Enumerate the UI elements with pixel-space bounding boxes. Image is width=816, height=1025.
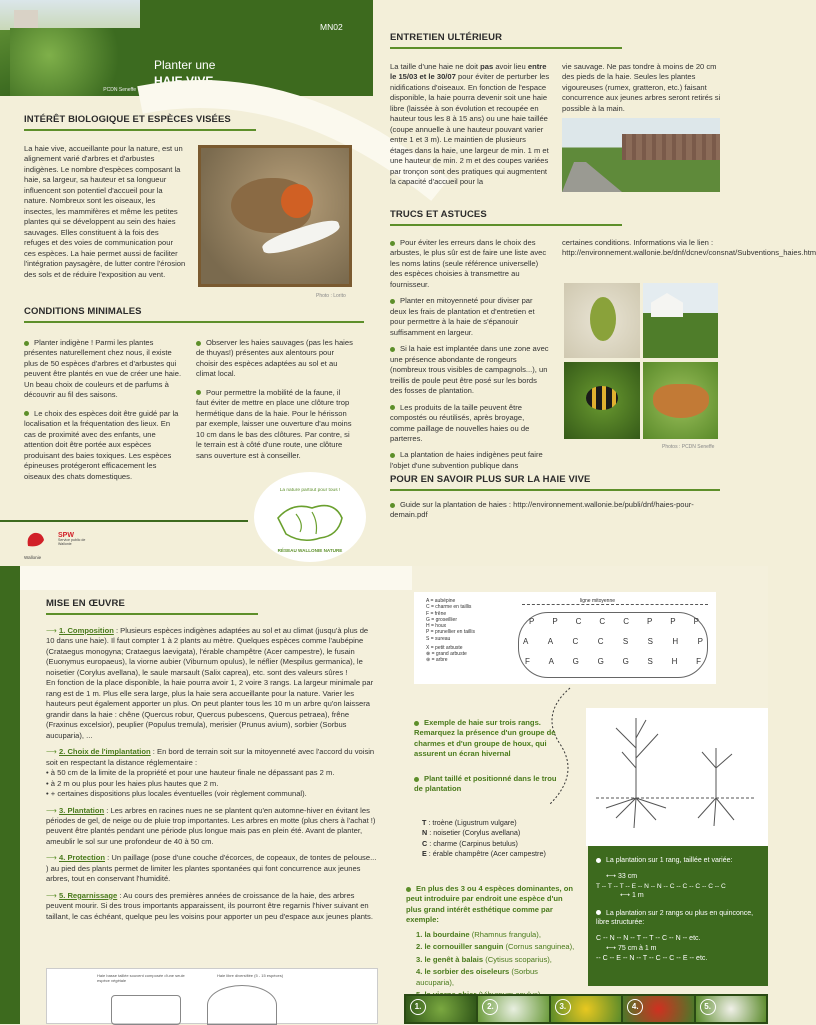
row-two-line1: C -- N -- N -- T -- T -- C -- N -- etc.: [596, 935, 701, 943]
row-one-dist: ⟷ 33 cm: [606, 872, 638, 880]
section-title: TRUCS ET ASTUCES: [390, 209, 487, 220]
diagram-letter: G: [572, 657, 579, 666]
condition-item: Pour permettre la mobilité de la faune, il faut éviter de mettre en place une clôture trop hermétique dans de la haie. Pour le hérisson par exemple, laisser une ouverture d'au moins 10 cm dans le bas des clôtures. Par contre, si le terrain est à côté d'une route, une clôture sans ouverture est à conseiller.: [196, 387, 352, 460]
divider: [390, 47, 622, 49]
row-one-title: La plantation sur 1 rang, taillée et variée:: [596, 856, 762, 866]
section-conditions: [24, 306, 368, 323]
tree-roots-icon: [586, 708, 768, 846]
diagram-letter: C: [575, 617, 582, 626]
section-mise: [46, 598, 346, 615]
row-one-meter: ⟷ 1 m: [620, 891, 644, 899]
page-divider: [0, 520, 248, 522]
section-title: INTÉRÊT BIOLOGIQUE ET ESPÈCES VISÉES: [24, 114, 231, 125]
savoir-item: Guide sur la plantation de haies : http://environnement.wallonie.be/publi/dnf/haies-pour-demain.pdf: [390, 500, 694, 520]
distance-rule: • à 2 m ou plus pour les haies plus hautes que 2 m.: [46, 778, 219, 788]
spw-sublabel: Service public de Wallonie: [58, 538, 86, 546]
hedge-road-photo: [562, 118, 720, 192]
key-item: T : troène (Ligustrum vulgare): [422, 818, 517, 827]
conditions-col2: [196, 338, 354, 461]
trucs-col1: [390, 238, 550, 471]
entretien-col2: vie sauvage. Ne pas tondre à moins de 20 cm des pieds de la haie. Seules les plantes vigoureuses (rumex, gratteron, etc.) faisant concurrence aux jeunes arbres seront retirés si possible à la main.: [562, 62, 721, 113]
step-plantation: ⟶ 3. Plantation : Les arbres en racines nues ne se plantent qu'en automne-hiver en évitant les périodes de gel, de neige ou de pluie trop importantes. Les arbres en motte (plus chers à l'achat !) peuvent être plantés pendant une période plus longue mais pas en plein été. Avant de planter, ameublir le sol sur une profondeur de 40 à 50 cm.: [46, 805, 376, 846]
species-photo-2: 2.: [478, 996, 548, 1022]
diagram-letter: C: [597, 637, 604, 646]
note-three-rows: Exemple de haie sur trois rangs. Remarquez la présence d'un groupe de charmes et d'un groupe de houx, qui assurent un écran hivernal: [414, 718, 556, 759]
key-item: N : noisetier (Corylus avellana): [422, 828, 521, 838]
row-one-line: T -- T -- T -- E -- N -- N -- C -- C -- C -- C -- C: [596, 882, 726, 890]
network-logo: [254, 472, 366, 562]
photo-credit-robin: Photo : Lorito: [316, 293, 346, 299]
diagram-row: [525, 657, 701, 666]
dominant-item: 4. le sorbier des oiseleurs (Sorbus aucuparia),: [416, 967, 538, 987]
dominant-intro: En plus des 3 ou 4 espèces dominantes, on peut introduire par endroit une espèce d'un plus grand intérêt esthétique comme par exemple:: [406, 884, 573, 925]
section-title: MISE EN ŒUVRE: [46, 598, 125, 609]
diagram-letter: P: [670, 617, 676, 626]
diagram-row: [523, 637, 703, 646]
photo-credit: PCDN Seneffe: [103, 87, 136, 93]
diagram-letter: P: [693, 617, 699, 626]
butterfly-photo: [643, 362, 718, 439]
rows-box: [588, 846, 768, 986]
network-tagline: La nature partout pour tous !: [279, 488, 341, 493]
tip-item: Les produits de la taille peuvent être compostés ou réutilisés, après broyage, comme paillage de nouvelles haies ou de parterres.: [390, 402, 530, 443]
species-photo-5: 5.: [696, 996, 766, 1022]
diagram-letter: P: [552, 617, 558, 626]
diagram-letter: G: [622, 657, 629, 666]
doc-code: MN02: [320, 22, 343, 32]
dominant-item: 1. la bourdaine (Rhamnus frangula),: [416, 929, 541, 939]
diagram-letter: F: [525, 657, 530, 666]
tip-item: La plantation de haies indigènes peut faire l'objet d'une subvention publique dans: [390, 450, 543, 470]
diagram-row: [529, 617, 699, 626]
photo-strip: [404, 994, 768, 1024]
wallonie-logo: [24, 530, 50, 558]
section-title: ENTRETIEN ULTÉRIEUR: [390, 32, 503, 43]
free-hedge-shape: [207, 985, 277, 1025]
spw-label: SPW: [58, 532, 74, 539]
diagram-letter: S: [647, 637, 653, 646]
diagram-letter: A: [523, 637, 529, 646]
spw-logo: [58, 532, 98, 547]
plant-note: [414, 774, 564, 795]
diagram-letter: S: [622, 637, 629, 646]
tip-item: Si la haie est implantée dans une zone avec une présence abondante de rongeurs (nombreux trous visibles de campagnols...), un treillis de poule peut être posé sur les bords des fosses de plantation.: [390, 344, 549, 396]
diagram-letter: A: [547, 637, 554, 646]
divider: [390, 489, 720, 491]
diagram-rows: [518, 612, 708, 678]
trimmed-hedge-shape: [111, 995, 181, 1025]
key-item: E : érable champêtre (Acer campestre): [422, 849, 546, 859]
species-key: [422, 818, 582, 860]
tip-item: Pour éviter les erreurs dans le choix des arbustes, le plus sûr est de faire une liste avec les noms latins (seule référence universelle) des espèces choisies à transmettre au fournisseur.: [390, 238, 547, 289]
entretien-col1: La taille d'une haie ne doit pas avoir lieu entre le 15/03 et le 30/07 pour éviter de perturber les nidifications d'oiseaux. En fonction de l'espace disponible, la haie pourra devenir soit une haie libre (laissée à son évolution et recoupée en hauteur tous les 8 à 15 ans) ou une haie taillée (coupe annuelle à une hauteur pouvant varier entre 1 et 3 m). Le maintien de plusieurs étages dans la haie, une largeur de min. 1 m et une hauteur de min. 2 m et des coupes variées par tronçon sont des pratiques qui augmentent la capacité d'accueil pour la: [390, 62, 550, 187]
diagram-letter: A: [548, 657, 554, 666]
diagram-letter: P: [697, 637, 703, 646]
species-photo-4: 4.: [623, 996, 693, 1022]
step-implantation: ⟶ 2. Choix de l'implantation : En bord de terrain soit sur la mitoyenneté avec l'accord du voisin soit en respectant la distance réglementaire :: [46, 747, 375, 767]
diagram-letter: C: [623, 617, 629, 626]
hedge-photo-top: [0, 0, 140, 96]
dominant-item: 3. le genêt à balais (Cytisus scoparius),: [416, 954, 552, 964]
section-trucs: [390, 209, 622, 226]
distance-rule: • + certaines dispositions plus locales éventuelles (voir règlement communal).: [46, 789, 307, 799]
divider: [24, 129, 256, 131]
row-two-title: La plantation sur 2 rangs ou plus en quinconce, libre structurée:: [596, 909, 754, 927]
diagram-letter: S: [647, 657, 653, 666]
robin-photo: [198, 145, 352, 287]
condition-item: Observer les haies sauvages (pas les haies de thuyas!) présentes aux alentours pour choisir des espèces adaptées au sol et au climat local.: [196, 338, 353, 379]
white-block: [20, 566, 412, 590]
diagram-legend: A = aubépine C = charme en taillis F = frêne G = groseillier H = houx P = prunellier en taillis S = sureau X = petit arbuste ⊗ = grand arbuste ⊛ = arbre: [426, 598, 475, 664]
section-entretien: [390, 32, 622, 49]
conditions-col1: [24, 338, 182, 482]
hedge-sketch: [46, 968, 378, 1024]
tip-item: Planter en mitoyenneté pour diviser par deux les frais de plantation et d'entretien et pour permettre à la haie de s'épanouir suffisamment en largeur.: [390, 296, 535, 337]
diagram-letter: H: [672, 637, 679, 646]
condition-item: Le choix des espèces doit être guidé par la localisation et la fréquentation des lieux. En cas de proximité avec des enfants, une attention doit être portée aux espèces produisant des baies toxiques. Les espèces épineuses protégeront efficacement les oiseaux des chats domestiques.: [24, 408, 179, 481]
diagram-letter: P: [646, 617, 653, 626]
mitoyen-line: [522, 604, 708, 605]
row-two-dist: ⟷ 75 cm à 1 m: [606, 945, 657, 952]
section-title: POUR EN SAVOIR PLUS SUR LA HAIE VIVE: [390, 474, 591, 485]
divider: [390, 224, 622, 226]
planting-diagram: [414, 592, 716, 684]
step-regarnissage: ⟶ 5. Regarnissage : Au cours des premières années de croissance de la haie, des arbres peuvent mourir. Si des trous importants apparaissent, ils pourront être regarnis l'hiver suivant en taillant, le cas échéant, quelque peu les voisins pour apporter un peu d'espace aux jeunes plants.: [46, 890, 373, 921]
diagram-letter: C: [599, 617, 606, 626]
section-interet: [24, 114, 256, 131]
step-composition: ⟶ 1. Composition : Plusieurs espèces indigènes adaptées au sol et au climat (jusqu'à plus de 10 dans une haie). Il faut compter 1 à 2 plants au mètre. Quelques espèces comme l'aubépine (Crataegus monogyna; Crataegus laevigata), l'érable champêtre (Acer campestre), le fusain (Euonymus europaeus), la viorne aubier (Viburnum opulus), le néflier (Mespilus germanica), le noisetier (Corylus avellana), le saule marsault (Salix caprea), etc. sont des valeurs sûres !: [46, 626, 369, 677]
row-two-line2: -- C -- E -- N -- T -- C -- C -- E -- etc.: [596, 954, 708, 962]
greenfinch-photo: [564, 283, 640, 358]
diagram-note: [414, 718, 564, 760]
diagram-letter: F: [696, 657, 701, 666]
diagram-letter: G: [597, 657, 604, 666]
mise-text: [46, 626, 378, 922]
diagram-letter: P: [529, 617, 535, 626]
title-line2: HAIE VIVE: [154, 73, 214, 88]
divider: [24, 321, 364, 323]
diagram-letter: H: [671, 657, 678, 666]
sketch-left-label: Haie basse taillée souvent composée d'une seule espèce végétale: [97, 973, 185, 983]
house-hedge-photo: [643, 283, 718, 358]
note-planting: Plant taillé et positionné dans le trou de plantation: [414, 774, 557, 794]
dominant-species: [406, 884, 578, 1003]
divider: [46, 613, 258, 615]
network-name: RÉSEAU WALLONIE NATURE: [277, 548, 343, 553]
trucs-continued: certaines conditions. Informations via le lien : http://environnement.wallonie.be/dnf/dcnev/consnat/Subventions_haies.htm: [562, 238, 816, 258]
wallonie-label: Wallonie: [24, 555, 42, 560]
mitoyen-label: ligne mitoyenne: [580, 598, 616, 604]
species-photo-1: 1.: [406, 996, 476, 1022]
rooster-icon: [24, 530, 46, 550]
photo-credit-right: Photos : PCDN Seneffe: [662, 444, 715, 450]
species-photo-3: 3.: [551, 996, 621, 1022]
diagram-letter: C: [572, 637, 579, 646]
left-green-strip: [0, 566, 20, 1024]
step-composition-more: En fonction de la place disponible, la haie pourra avoir 1, 2 voire 3 rangs. La largeur minimale par rang est de 1 m. Plus elle sera large, plus la haie sera accueillante pour la nature. Varier les hauteurs peut également apporter un plus. On peut planter tous les 10 m un arbre qu'on laissera grandir dans la haie : chêne (Quercus robur, Quercus pubescens, Quercus petraea), frêne (Fraxinus excelsior), peuplier (Populus tremula), merisier (Prunus avium), sorbier (Sorbus aucuparia), ...: [46, 678, 374, 740]
sketch-right-label: Haie libre diversifiée (5 - 15 espèces): [217, 973, 284, 978]
roots-sketch: [586, 708, 768, 846]
belgium-map-icon: [272, 498, 348, 544]
bumblebee-photo: [564, 362, 640, 439]
section-savoir: [390, 474, 720, 491]
distance-rule: • à 50 cm de la limite de la propriété et pour une hauteur finale ne dépassant pas 2 m.: [46, 768, 335, 778]
key-item: C : charme (Carpinus betulus): [422, 838, 518, 848]
section-title: CONDITIONS MINIMALES: [24, 306, 142, 317]
step-protection: ⟶ 4. Protection : Un paillage (pose d'une couche d'écorces, de copeaux, de tontes de pelouse... ) au pied des plants permet de limiter les plantes spontanées qui font concurrence aux jeunes arbres, tout en conservant l'humidité.: [46, 853, 377, 884]
dominant-item: 2. le cornouiller sanguin (Cornus sanguinea),: [416, 942, 575, 952]
title-line1: Planter une: [154, 58, 216, 72]
interet-text: La haie vive, accueillante pour la nature, est un alignement varié d'arbres et d'arbustes indigènes. Le nombre d'espèces composant la haie, sa largeur, sa hauteur et sa longueur influencent son potentiel d'accueil pour la nature. Nombreux sont les oiseaux, les insectes, les mammifères et même les petites plantes qui se développent au sein des haies sauvages. Elles constituent à la fois des refuges et des voies de communication pour ces espèces. La haie permet aussi de faciliter l'intégration paysagère, de lutter contre l'érosion des sols et de réduire l'exposition au vent.: [24, 144, 186, 279]
condition-item: Planter indigène ! Parmi les plantes présentes naturellement chez nous, il existe plus de 50 espèces d'arbres et d'arbustes qui peuvent être plantés en vue de créer une haie. Un beau choix de couleurs et de parfums à découvrir au fil des saisons.: [24, 338, 182, 400]
